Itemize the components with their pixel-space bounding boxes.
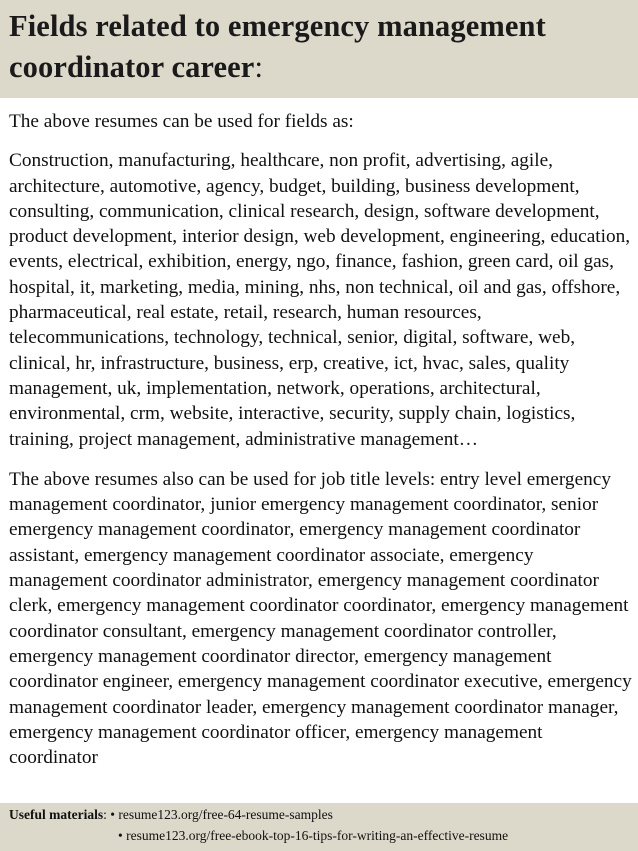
fields-list: Construction, manufacturing, healthcare, non profit, advertising, agile, architecture, automotive, agency, budget, building, business development, consulting, communication, clinical research, design, software development, product development, interior design, web development, engineering, education, events, electrical, exhibition, energy, ngo, finance, fashion, green card, oil gas, hospital, it, marketing, media, mining, nhs, non technical, oil and gas, offshore, pharmaceutical, real estate, retail, research, human resources, telecommunications, technology, technical, senior, digital, software, web, clinical, hr, infrastructure, business, erp, creative, ict, hvac, sales, quality management, uk, implementation, network, operations, architectural, environmental, crm, website, interactive, security, supply chain, logistics, training, project management, administrative management… xyxy=(9,150,631,450)
intro-text: The above resumes can be used for fields as: xyxy=(9,111,354,132)
main-content xyxy=(9,109,633,805)
footer-row-1 xyxy=(9,806,333,823)
useful-materials-label: Useful materials xyxy=(9,807,104,822)
job-titles-text: The above resumes also can be used for job title levels: entry level emergency management coordinator, junior emergency management coordinator, senior emergency management coordinator, emergency management coordinator assistant, emergency management coordinator associate, emergency management coordinator administrator, emergency management coordinator clerk, emergency management coordinator coordinator, emergency management coordinator consultant, emergency management coordinator controller, emergency management coordinator director, emergency management coordinator engineer, emergency management coordinator executive, emergency management coordinator leader, emergency management coordinator manager, emergency management coordinator officer, emergency management coordinator xyxy=(9,468,632,769)
page-title-colon: : xyxy=(254,50,264,84)
page-title-text: Fields related to emergency management coordinator career xyxy=(9,9,546,84)
footer-link-2[interactable]: • resume123.org/free-ebook-top-16-tips-for-writing-an-effective-resume xyxy=(118,828,509,843)
page-title xyxy=(9,6,629,88)
footer-link-1[interactable]: • resume123.org/free-64-resume-samples xyxy=(110,807,333,822)
footer-separator: : xyxy=(103,807,111,822)
footer-row-2 xyxy=(118,827,508,844)
